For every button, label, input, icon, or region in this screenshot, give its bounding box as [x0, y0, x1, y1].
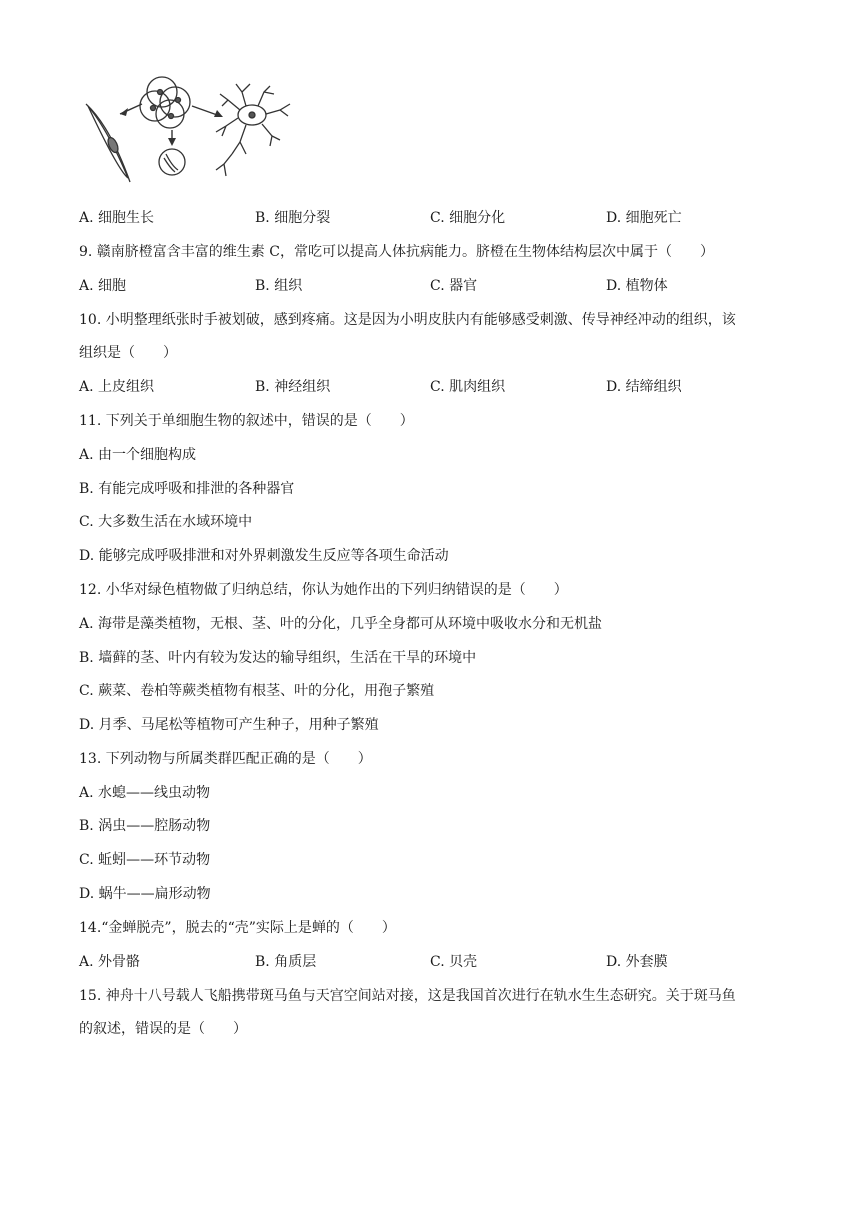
q13-option-c: C. 蚯蚓——环节动物: [79, 852, 211, 868]
q8-option-d: D. 细胞死亡: [606, 210, 682, 226]
q14-option-b: B. 角质层: [255, 954, 317, 970]
q11-option-b: B. 有能完成呼吸和排泄的各种器官: [79, 481, 295, 497]
q14-option-c: C. 贝壳: [430, 954, 478, 970]
q15-stem-line2: 的叙述，错误的是（ ）: [79, 1021, 247, 1037]
q10-stem-line1: 10. 小明整理纸张时手被划破，感到疼痛。这是因为小明皮肤内有能够感受刺激、传导神经冲动的组织，该: [79, 312, 736, 328]
q13-stem: 13. 下列动物与所属类群匹配正确的是（ ）: [79, 751, 372, 767]
q12-option-b: B. 墙藓的茎、叶内有较为发达的输导组织，生活在干旱的环境中: [79, 650, 477, 666]
q13-option-a: A. 水螅——线虫动物: [79, 785, 211, 801]
q11-option-d: D. 能够完成呼吸排泄和对外界刺激发生反应等各项生命活动: [79, 548, 449, 564]
cell-diagram: [80, 70, 300, 190]
stem-cell-cluster: [140, 77, 190, 128]
q13-option-d: D. 蜗牛——扁形动物: [79, 886, 211, 902]
q8-option-b: B. 细胞分裂: [255, 210, 331, 226]
q10-stem-line2: 组织是（ ）: [79, 345, 177, 361]
q9-option-d: D. 植物体: [606, 278, 668, 294]
q12-option-d: D. 月季、马尾松等植物可产生种子，用种子繁殖: [79, 717, 379, 733]
q11-stem: 11. 下列关于单细胞生物的叙述中，错误的是（ ）: [79, 413, 414, 429]
q14-option-d: D. 外套膜: [606, 954, 668, 970]
q9-option-c: C. 器官: [430, 278, 478, 294]
q13-option-b: B. 涡虫——腔肠动物: [79, 818, 211, 834]
round-cell: [159, 149, 185, 175]
q8-option-a: A. 细胞生长: [79, 210, 155, 226]
q11-option-c: C. 大多数生活在水域环境中: [79, 514, 253, 530]
q14-stem: 14.“金蝉脱壳”，脱去的“壳”实际上是蝉的（ ）: [79, 920, 396, 936]
q9-option-b: B. 组织: [255, 278, 303, 294]
neuron-cell: [216, 84, 290, 176]
q10-option-a: A. 上皮组织: [79, 379, 155, 395]
q12-option-c: C. 蕨菜、卷柏等蕨类植物有根茎、叶的分化，用孢子繁殖: [79, 683, 435, 699]
q9-stem: 9. 赣南脐橙富含丰富的维生素 C，常吃可以提高人体抗病能力。脐橙在生物体结构层次中属于（ ）: [79, 244, 714, 260]
q15-stem-line1: 15. 神舟十八号载人飞船携带斑马鱼与天宫空间站对接，这是我国首次进行在轨水生生态研究。关于斑马鱼: [79, 988, 736, 1004]
q14-option-a: A. 外骨骼: [79, 954, 141, 970]
cell-differentiation-figure: [80, 70, 300, 190]
q10-option-c: C. 肌肉组织: [430, 379, 506, 395]
q9-option-a: A. 细胞: [79, 278, 127, 294]
q8-option-c: C. 细胞分化: [430, 210, 506, 226]
q12-stem: 12. 小华对绿色植物做了归纳总结，你认为她作出的下列归纳错误的是（ ）: [79, 582, 568, 598]
spindle-cell: [86, 104, 130, 182]
q11-option-a: A. 由一个细胞构成: [79, 447, 197, 463]
q12-option-a: A. 海带是藻类植物，无根、茎、叶的分化，几乎全身都可从环境中吸收水分和无机盐: [79, 616, 603, 632]
q10-option-d: D. 结缔组织: [606, 379, 682, 395]
q10-option-b: B. 神经组织: [255, 379, 331, 395]
